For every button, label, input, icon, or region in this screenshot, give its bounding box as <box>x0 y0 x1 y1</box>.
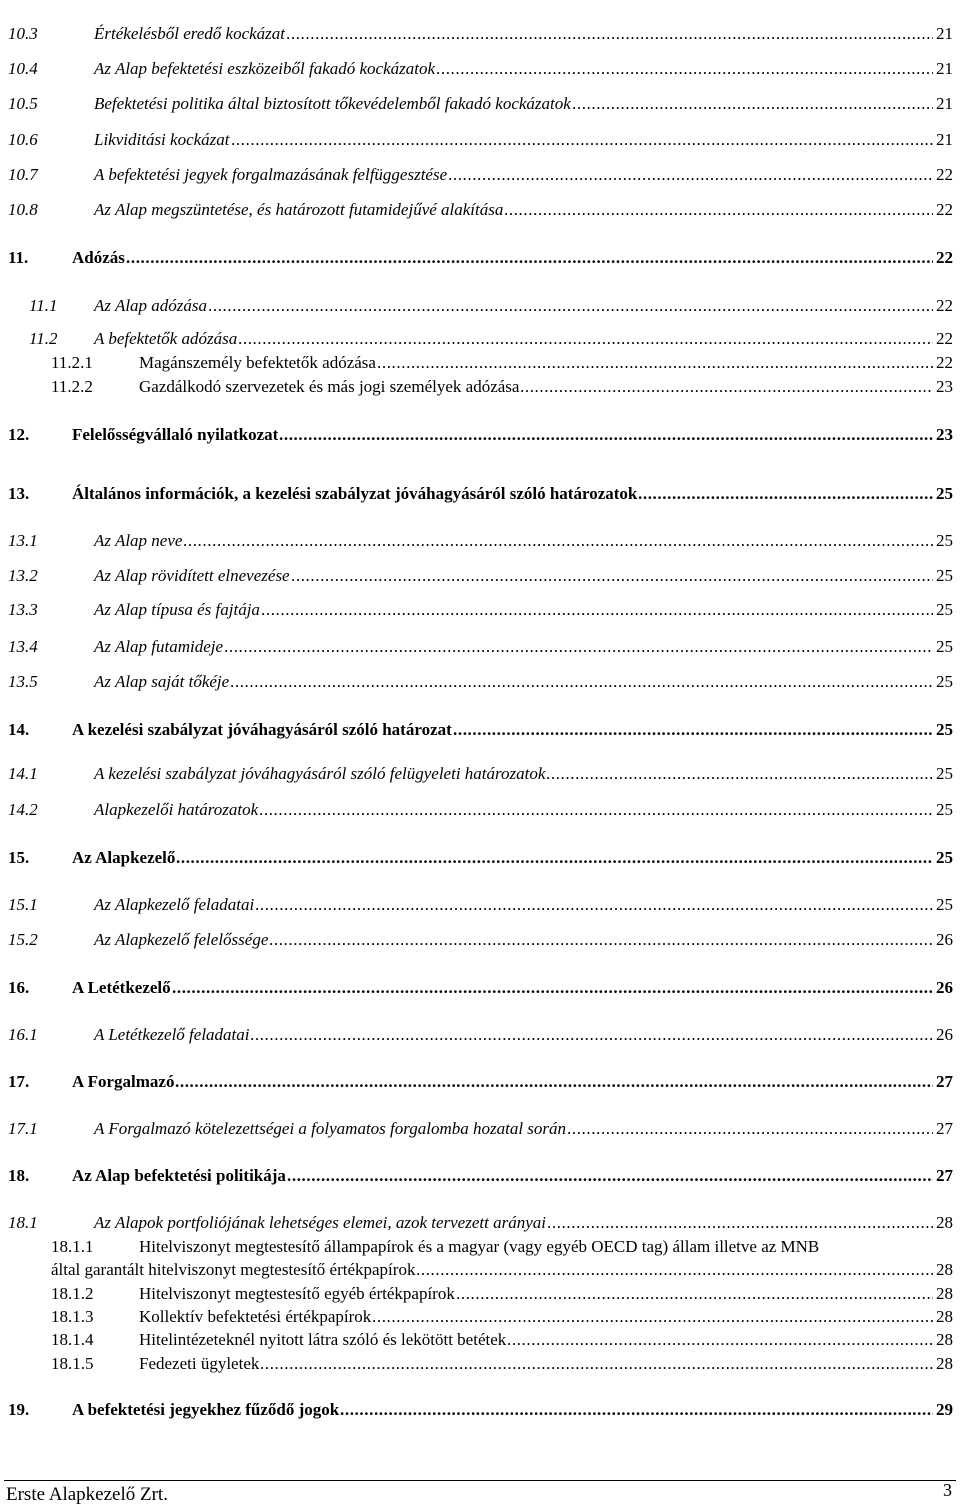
toc-entry-leader-dots <box>340 1398 933 1422</box>
toc-entry-leader-dots <box>416 1258 933 1282</box>
toc-entry[interactable] <box>0 163 960 187</box>
footer-company: Erste Alapkezelő Zrt. <box>6 1484 168 1505</box>
toc-entry-leader-dots <box>260 1352 933 1376</box>
toc-entry[interactable] <box>0 846 960 870</box>
toc-entry-page-number: 28 <box>936 1260 953 1279</box>
toc-entry-number: 11.2.1 <box>51 353 93 372</box>
toc-entry-page-number: 21 <box>936 59 953 78</box>
toc-entry-page-number: 25 <box>936 637 953 656</box>
toc-entry-leader-dots <box>372 1305 933 1329</box>
toc-entry-number: 18.1 <box>8 1213 38 1232</box>
toc-entry[interactable] <box>0 635 960 659</box>
toc-entry-leader-dots <box>448 163 933 187</box>
toc-entry-leader-dots <box>230 670 933 694</box>
toc-entry-number: 10.8 <box>8 200 38 219</box>
toc-entry-number: 19. <box>8 1400 30 1419</box>
toc-entry-title: Az Alapok portfoliójának lehetséges elemei, azok tervezett arányai <box>94 1213 546 1232</box>
toc-entry[interactable] <box>0 92 960 116</box>
footer-divider <box>4 1480 956 1481</box>
toc-entry-leader-dots <box>238 327 933 351</box>
toc-entry-leader-dots <box>208 294 933 318</box>
toc-entry-page-number: 21 <box>936 24 953 43</box>
toc-entry-leader-dots <box>175 1070 933 1094</box>
toc-entry-page-number: 28 <box>936 1330 953 1349</box>
toc-entry-number: 13.5 <box>8 672 38 691</box>
toc-entry[interactable] <box>0 128 960 152</box>
toc-entry-number: 15.1 <box>8 895 38 914</box>
toc-entry-page-number: 25 <box>936 895 953 914</box>
toc-entry-page-number: 22 <box>936 329 953 348</box>
toc-entry[interactable] <box>0 718 960 742</box>
toc-entry-title: Hitelviszonyt megtestesítő egyéb értékpapírok <box>139 1284 455 1303</box>
toc-entry-number: 10.6 <box>8 130 38 149</box>
toc-entry-page-number: 25 <box>936 531 953 550</box>
toc-entry-leader-dots <box>255 893 933 917</box>
toc-entry-title: Az Alapkezelő feladatai <box>94 895 255 914</box>
toc-entry[interactable] <box>0 1211 960 1235</box>
toc-entry-number: 18. <box>8 1166 30 1185</box>
toc-entry-leader-dots <box>279 423 933 447</box>
toc-entry-leader-dots <box>567 1117 933 1141</box>
toc-entry-number: 18.1.5 <box>51 1354 94 1373</box>
toc-entry[interactable] <box>0 529 960 553</box>
toc-entry[interactable] <box>0 1235 960 1259</box>
toc-entry-number: 10.4 <box>8 59 38 78</box>
toc-entry-leader-dots <box>126 246 933 270</box>
toc-entry[interactable] <box>0 1282 960 1306</box>
toc-entry-title: Az Alap rövidített elnevezése <box>94 566 290 585</box>
toc-entry-title: Az Alap befektetési politikája <box>72 1166 286 1185</box>
toc-entry-title: Kollektív befektetési értékpapírok <box>139 1307 372 1326</box>
toc-entry-leader-dots <box>377 351 933 375</box>
toc-entry-number: 11.2 <box>29 329 58 348</box>
toc-entry-leader-dots <box>286 22 933 46</box>
toc-entry[interactable] <box>0 351 960 375</box>
toc-entry[interactable] <box>0 198 960 222</box>
toc-entry[interactable] <box>0 375 960 399</box>
toc-entry-title: A Forgalmazó <box>72 1072 175 1091</box>
toc-entry-page-number: 25 <box>936 764 953 783</box>
toc-entry-number: 18.1.2 <box>51 1284 94 1303</box>
toc-entry-title: Felelősségvállaló nyilatkozat <box>72 425 279 444</box>
toc-entry-leader-dots <box>172 976 933 1000</box>
toc-entry-title: Hitelviszonyt megtestesítő állampapírok és a magyar (vagy egyéb OECD tag) állam illetve az MNB <box>139 1237 820 1256</box>
toc-entry-title: A Forgalmazó kötelezettségei a folyamatos forgalomba hozatal során <box>94 1119 567 1138</box>
toc-entry-number: 14.1 <box>8 764 38 783</box>
toc-entry-page-number: 22 <box>936 296 953 315</box>
toc-entry[interactable] <box>0 482 960 506</box>
toc-entry-leader-dots <box>291 564 933 588</box>
toc-entry-title: A befektetési jegyekhez fűződő jogok <box>72 1400 340 1419</box>
toc-entry-title: Az Alap típusa és fajtája <box>94 600 260 619</box>
toc-entry-page-number: 26 <box>936 930 953 949</box>
toc-entry-number: 10.5 <box>8 94 38 113</box>
toc-entry-page-number: 21 <box>936 94 953 113</box>
toc-entry-leader-dots <box>436 57 933 81</box>
toc-entry-number: 13.2 <box>8 566 38 585</box>
toc-entry-title: A kezelési szabályzat jóváhagyásáról szóló felügyeleti határozatok <box>94 764 546 783</box>
toc-entry[interactable] <box>0 928 960 952</box>
toc-entry[interactable] <box>0 670 960 694</box>
toc-entry[interactable] <box>0 423 960 447</box>
toc-entry-title: Értékelésből eredő kockázat <box>94 24 286 43</box>
toc-entry-title: Az Alapkezelő <box>72 848 176 867</box>
toc-entry[interactable] <box>0 893 960 917</box>
toc-entry[interactable] <box>0 976 960 1000</box>
toc-entry-title: Hitelintézeteknél nyitott látra szóló és lekötött betétek <box>139 1330 507 1349</box>
toc-entry-number: 11. <box>8 248 29 267</box>
toc-entry-number: 13. <box>8 484 30 503</box>
toc-entry-leader-dots <box>504 198 933 222</box>
toc-entry[interactable] <box>0 1164 960 1188</box>
toc-entry-leader-dots <box>176 846 933 870</box>
toc-entry-leader-dots <box>507 1328 933 1352</box>
toc-entry-page-number: 27 <box>936 1119 953 1138</box>
toc-entry-title: Likviditási kockázat <box>94 130 230 149</box>
toc-entry[interactable] <box>0 564 960 588</box>
toc-entry[interactable] <box>0 1070 960 1094</box>
toc-entry-page-number: 21 <box>936 130 953 149</box>
toc-entry-page-number: 22 <box>936 165 953 184</box>
toc-entry-title: Alapkezelői határozatok <box>94 800 259 819</box>
toc-entry-number: 11.1 <box>29 296 58 315</box>
toc-entry-number: 17.1 <box>8 1119 38 1138</box>
toc-entry-number: 10.3 <box>8 24 38 43</box>
toc-entry-number: 17. <box>8 1072 30 1091</box>
toc-entry-number: 18.1.1 <box>51 1237 94 1256</box>
toc-entry-page-number: 26 <box>936 1025 953 1044</box>
toc-entry-page-number: 28 <box>936 1284 953 1303</box>
toc-entry-page-number: 28 <box>936 1354 953 1373</box>
toc-entry-title: Az Alap adózása <box>94 296 208 315</box>
toc-entry-leader-dots <box>183 529 933 553</box>
toc-entry-page-number: 28 <box>936 1213 953 1232</box>
toc-entry-number: 16.1 <box>8 1025 38 1044</box>
toc-entry-page-number: 27 <box>936 1166 953 1185</box>
toc-entry-leader-dots <box>250 1023 933 1047</box>
toc-entry-leader-dots <box>546 762 933 786</box>
toc-entry-leader-dots <box>231 128 933 152</box>
toc-entry-title: A Letétkezelő <box>72 978 171 997</box>
toc-entry-title: Az Alap befektetési eszközeiből fakadó kockázatok <box>94 59 436 78</box>
toc-entry-leader-dots <box>547 1211 933 1235</box>
toc-entry[interactable] <box>0 798 960 822</box>
toc-entry-page-number: 25 <box>936 672 953 691</box>
toc-entry-number: 13.1 <box>8 531 38 550</box>
toc-entry-page-number: 25 <box>936 848 953 867</box>
toc-entry[interactable] <box>0 246 960 270</box>
toc-entry-title: Az Alap neve <box>94 531 183 550</box>
toc-entry-number: 13.4 <box>8 637 38 656</box>
toc-entry-page-number: 23 <box>936 377 953 396</box>
toc-entry-leader-dots <box>269 928 933 952</box>
toc-entry-number: 13.3 <box>8 600 38 619</box>
toc-entry-page-number: 25 <box>936 800 953 819</box>
toc-entry-page-number: 25 <box>936 566 953 585</box>
toc-entry-number: 16. <box>8 978 30 997</box>
toc-entry[interactable] <box>0 294 960 318</box>
toc-entry-page-number: 22 <box>936 353 953 372</box>
toc-entry[interactable] <box>0 762 960 786</box>
toc-entry-number: 14.2 <box>8 800 38 819</box>
toc-entry-page-number: 26 <box>936 978 953 997</box>
toc-entry-title: Gazdálkodó szervezetek és más jogi személyek adózása <box>139 377 520 396</box>
toc-entry-title: A Letétkezelő feladatai <box>94 1025 250 1044</box>
toc-entry-title: által garantált hitelviszonyt megtestesítő értékpapírok <box>51 1260 416 1279</box>
toc-entry-leader-dots <box>261 598 933 622</box>
toc-entry-title: Az Alap futamideje <box>94 637 224 656</box>
toc-entry-title: A befektetési jegyek forgalmazásának felfüggesztése <box>94 165 448 184</box>
toc-entry-leader-dots <box>638 482 933 506</box>
toc-entry-leader-dots <box>572 92 933 116</box>
toc-entry[interactable] <box>0 1117 960 1141</box>
toc-entry-number: 15.2 <box>8 930 38 949</box>
toc-entry-page-number: 29 <box>936 1400 953 1419</box>
toc-entry-leader-dots <box>520 375 933 399</box>
toc-entry-leader-dots <box>453 718 933 742</box>
toc-entry-title: Az Alapkezelő felelőssége <box>94 930 269 949</box>
toc-entry[interactable] <box>0 57 960 81</box>
toc-entry-number: 18.1.3 <box>51 1307 94 1326</box>
toc-entry-title: Általános információk, a kezelési szabályzat jóváhagyásáról szóló határozatok <box>72 484 638 503</box>
toc-entry-page-number: 25 <box>936 484 953 503</box>
toc-entry-page-number: 23 <box>936 425 953 444</box>
toc-entry[interactable] <box>0 22 960 46</box>
toc-entry-number: 10.7 <box>8 165 38 184</box>
toc-entry-title: Adózás <box>72 248 125 267</box>
toc-entry-number: 11.2.2 <box>51 377 93 396</box>
toc-entry-page-number: 22 <box>936 248 953 267</box>
toc-entry-title: Fedezeti ügyletek <box>139 1354 260 1373</box>
toc-entry-title: Az Alap saját tőkéje <box>94 672 230 691</box>
toc-entry-number: 18.1.4 <box>51 1330 94 1349</box>
toc-entry-title: Az Alap megszüntetése, és határozott futamidejűvé alakítása <box>94 200 504 219</box>
toc-entry-leader-dots <box>456 1282 933 1306</box>
toc-entry-title: Befektetési politika által biztosított tőkevédelemből fakadó kockázatok <box>94 94 571 113</box>
footer-page-number: 3 <box>943 1480 952 1500</box>
toc-entry[interactable] <box>0 598 960 622</box>
toc-entry[interactable] <box>0 1328 960 1352</box>
toc-entry-page-number: 27 <box>936 1072 953 1091</box>
toc-entry-page-number: 22 <box>936 200 953 219</box>
toc-entry-page-number: 28 <box>936 1307 953 1326</box>
toc-entry-title: A befektetők adózása <box>94 329 238 348</box>
toc-entry-leader-dots <box>259 798 933 822</box>
toc-entry[interactable] <box>0 327 960 351</box>
toc-entry-leader-dots <box>224 635 933 659</box>
toc-entry-number: 14. <box>8 720 30 739</box>
toc-entry-number: 15. <box>8 848 30 867</box>
toc-entry[interactable] <box>0 1352 960 1376</box>
toc-entry-number: 12. <box>8 425 30 444</box>
toc-entry[interactable] <box>0 1305 960 1329</box>
toc-entry[interactable] <box>0 1258 960 1282</box>
toc-entry-page-number: 25 <box>936 600 953 619</box>
toc-entry-title: Magánszemély befektetők adózása <box>139 353 376 372</box>
toc-entry-title: A kezelési szabályzat jóváhagyásáról szóló határozat <box>72 720 452 739</box>
toc-entry[interactable] <box>0 1398 960 1422</box>
toc-entry-leader-dots <box>287 1164 933 1188</box>
toc-entry-page-number: 25 <box>936 720 953 739</box>
toc-entry[interactable] <box>0 1023 960 1047</box>
